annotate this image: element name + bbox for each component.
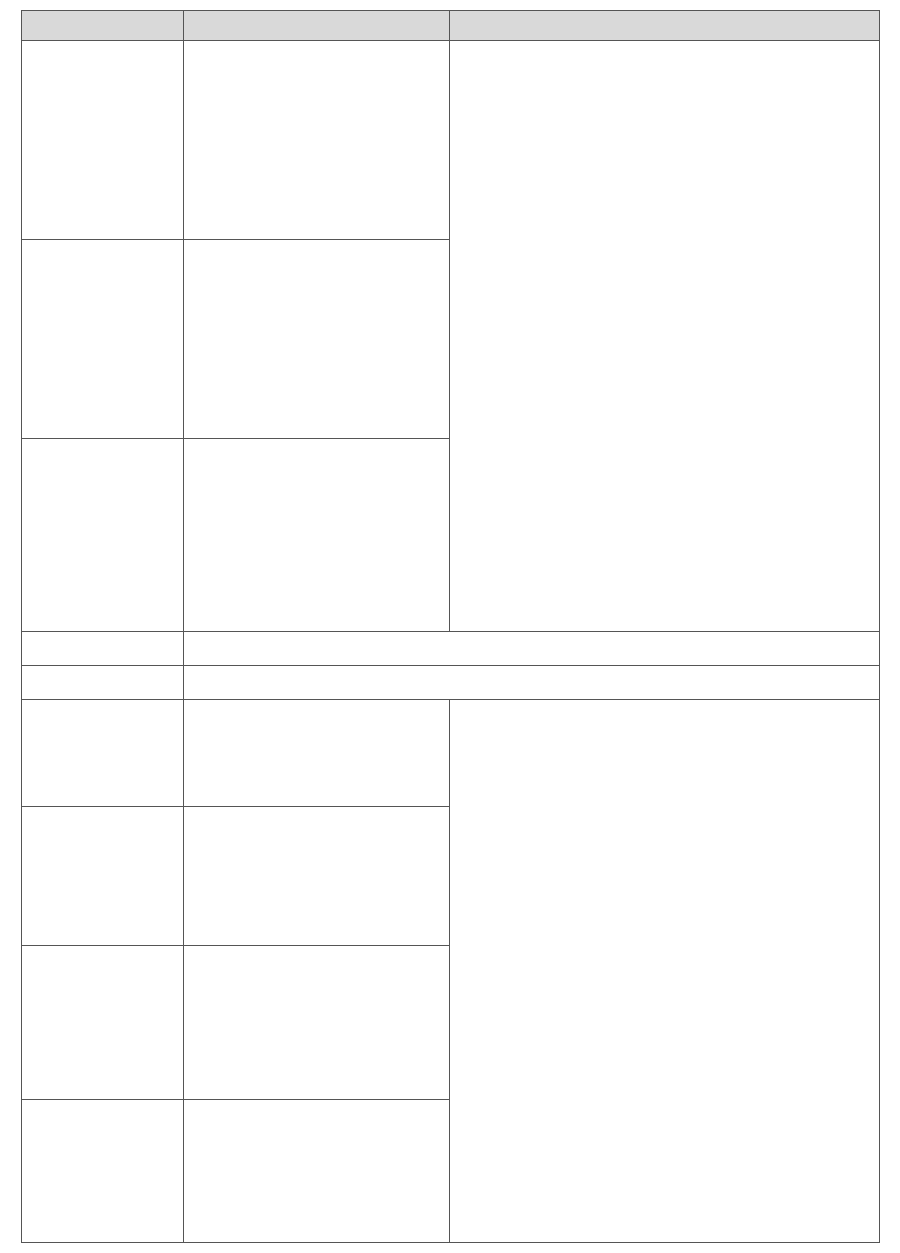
header-attribute [22,11,184,41]
attr-hue [22,41,184,240]
def-saturation [184,240,450,439]
color-attributes-table [21,10,880,1243]
attr-achromatic [22,666,184,700]
attr-adjacent [22,807,184,946]
def-contrast [184,946,450,1100]
header-illustration [450,11,880,41]
def-complementary [184,1100,450,1243]
attr-saturation [22,240,184,439]
header-definition [184,11,450,41]
def-achromatic [184,666,880,700]
attr-contrast [22,946,184,1100]
def-adjacent [184,807,450,946]
def-hue [184,41,450,240]
hsl-figure-svg [450,41,880,630]
def-analogous [184,700,450,807]
attr-complementary [22,1100,184,1243]
attr-lightness [22,439,184,632]
attr-chromatic [22,632,184,666]
attr-analogous [22,700,184,807]
def-lightness [184,439,450,632]
figure-hsl [450,41,880,632]
def-chromatic [184,632,880,666]
figure-wheels [450,700,880,1243]
color-wheels-svg [450,700,880,1243]
